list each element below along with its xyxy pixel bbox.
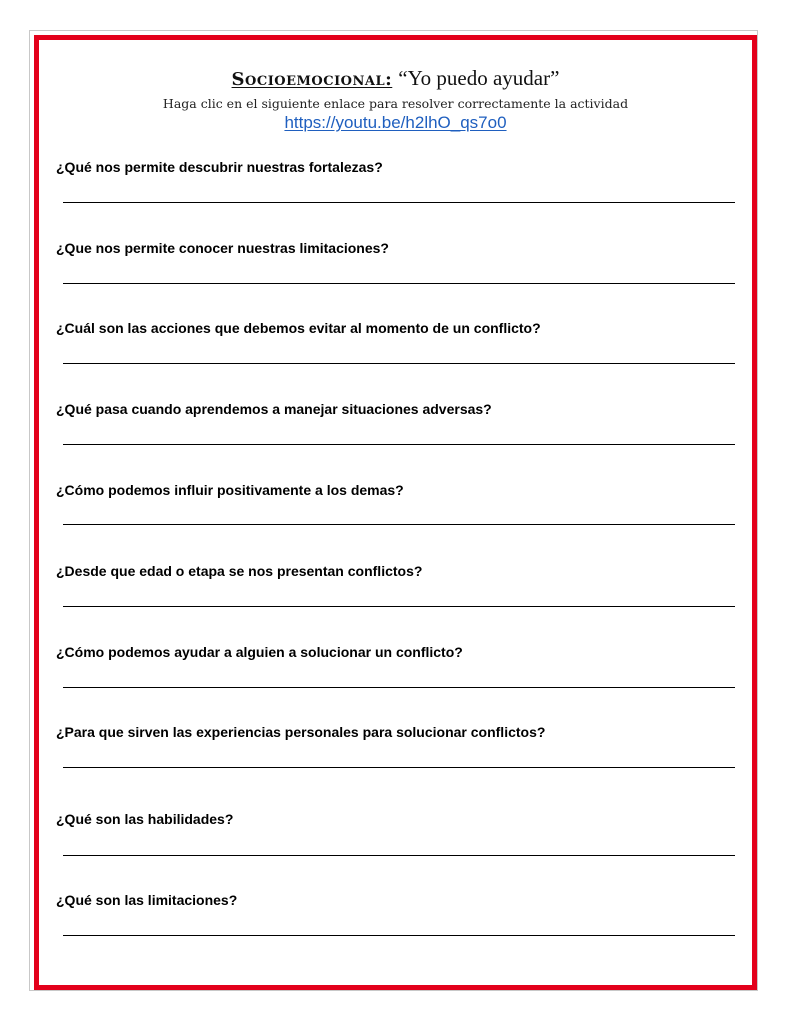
question-text: ¿Para que sirven las experiencias personales para solucionar conflictos? xyxy=(56,724,546,740)
question-text: ¿Qué pasa cuando aprendemos a manejar situaciones adversas? xyxy=(56,401,492,417)
worksheet-header xyxy=(40,66,751,133)
question-text: ¿Qué son las limitaciones? xyxy=(56,892,238,908)
answer-line[interactable] xyxy=(63,687,735,688)
answer-line[interactable] xyxy=(63,283,735,284)
answer-line[interactable] xyxy=(63,363,735,364)
instruction-text: Haga clic en el siguiente enlace para resolver correctamente la actividad xyxy=(162,96,629,111)
video-link[interactable]: https://youtu.be/h2lhO_qs7o0 xyxy=(284,113,507,132)
answer-line[interactable] xyxy=(63,444,735,445)
question-text: ¿Qué son las habilidades? xyxy=(56,811,234,827)
question-item xyxy=(56,239,736,257)
question-text: ¿Cómo podemos ayudar a alguien a solucionar un conflicto? xyxy=(56,644,463,660)
page-red-border xyxy=(34,35,757,990)
title-quote: “Yo puedo ayudar” xyxy=(398,66,560,90)
question-item xyxy=(56,562,736,580)
answer-line[interactable] xyxy=(63,202,735,203)
question-item xyxy=(56,643,736,661)
question-item xyxy=(56,891,736,909)
question-text: ¿Que nos permite conocer nuestras limitaciones? xyxy=(56,240,389,256)
question-item xyxy=(56,400,736,418)
title-prefix: Socioemocional: xyxy=(231,69,393,90)
question-item xyxy=(56,158,736,176)
question-item xyxy=(56,319,736,337)
question-text: ¿Cómo podemos influir positivamente a los demas? xyxy=(56,482,404,498)
answer-line[interactable] xyxy=(63,855,735,856)
question-item xyxy=(56,723,736,741)
question-text: ¿Qué nos permite descubrir nuestras fortalezas? xyxy=(56,159,383,175)
question-text: ¿Cuál son las acciones que debemos evitar al momento de un conflicto? xyxy=(56,320,541,336)
answer-line[interactable] xyxy=(63,767,735,768)
answer-line[interactable] xyxy=(63,606,735,607)
answer-line[interactable] xyxy=(63,524,735,525)
question-item xyxy=(56,810,736,828)
question-text: ¿Desde que edad o etapa se nos presentan conflictos? xyxy=(56,563,423,579)
worksheet-title xyxy=(40,66,751,92)
answer-line[interactable] xyxy=(63,935,735,936)
question-item xyxy=(56,481,736,499)
